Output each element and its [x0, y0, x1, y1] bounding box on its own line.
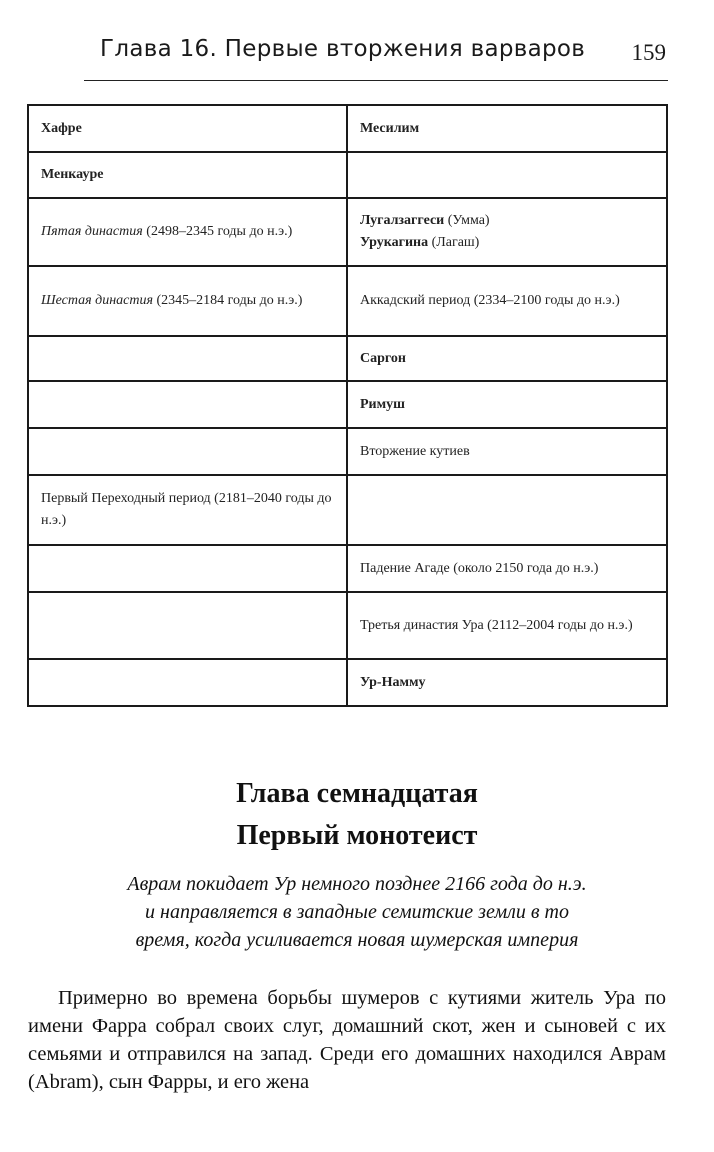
ruler-name: Лугалзаггеси — [360, 213, 445, 228]
running-head — [100, 36, 666, 72]
table-row — [28, 592, 667, 659]
epigraph-line: время, когда усиливается новая шумерская империя — [135, 929, 579, 951]
table-cell — [28, 545, 347, 592]
table-cell — [28, 592, 347, 659]
table-row — [28, 266, 667, 336]
ruler-city: (Лагаш) — [428, 235, 480, 250]
table-cell: Римуш — [347, 381, 667, 428]
ruler-city: (Умма) — [444, 213, 490, 228]
body-paragraph-text: Примерно во времена борьбы шумеров с кутиями житель Ура по имени Фарра собрал своих слуг, домашний скот, жен и сыновей с их семьями и отправился на запад. Среди его домашних находился Аврам (Abram), сын Фарры, и его жена — [28, 987, 666, 1093]
table-cell — [28, 428, 347, 475]
table-cell: Аккадский период (2334–2100 годы до н.э.) — [347, 266, 667, 336]
page-number: 159 — [631, 40, 666, 65]
table-cell — [347, 198, 667, 266]
dynasty-name: Пятая династия — [41, 224, 143, 239]
table-row — [28, 545, 667, 592]
epigraph-line: Аврам покидает Ур немного позднее 2166 года до н.э. — [127, 873, 587, 895]
table-cell — [347, 152, 667, 198]
ruler-name: Урукагина — [360, 235, 429, 250]
dynasty-dates: (2498–2345 годы до н.э.) — [142, 224, 293, 239]
table-cell — [28, 198, 347, 266]
header-rule — [84, 80, 668, 81]
table-row — [28, 659, 667, 706]
dynasty-dates: (2345–2184 годы до н.э.) — [153, 293, 303, 308]
body-paragraph — [28, 984, 666, 1096]
table-row — [28, 428, 667, 475]
dynasty-name: Шестая династия — [41, 293, 153, 308]
table-cell: Вторжение кутиев — [347, 428, 667, 475]
table-cell: Ур-Намму — [347, 659, 667, 706]
table-row — [28, 198, 667, 266]
table-cell — [28, 659, 347, 706]
table-cell: Первый Переходный период (2181–2040 годы до н.э.) — [28, 475, 347, 545]
table-cell: Менкауре — [28, 152, 347, 198]
chapter-title: Первый монотеист — [236, 820, 478, 851]
table-cell — [28, 381, 347, 428]
chronology-table — [27, 104, 668, 707]
epigraph — [60, 870, 654, 954]
table-cell: Падение Агаде (около 2150 года до н.э.) — [347, 545, 667, 592]
table-cell — [28, 266, 347, 336]
table-cell: Хафре — [28, 105, 347, 152]
table-row — [28, 152, 667, 198]
table-cell: Месилим — [347, 105, 667, 152]
table-cell: Саргон — [347, 336, 667, 381]
epigraph-line: и направляется в западные семитские земли в то — [145, 901, 569, 923]
table-row — [28, 475, 667, 545]
running-title: Глава 16. Первые вторжения варваров — [100, 36, 586, 62]
table-row — [28, 336, 667, 381]
table-cell — [28, 336, 347, 381]
chapter-number: Глава семнадцатая — [236, 778, 478, 809]
table-row — [28, 105, 667, 152]
table-cell — [347, 475, 667, 545]
table-cell: Третья династия Ура (2112–2004 годы до н.э.) — [347, 592, 667, 659]
table-row — [28, 381, 667, 428]
